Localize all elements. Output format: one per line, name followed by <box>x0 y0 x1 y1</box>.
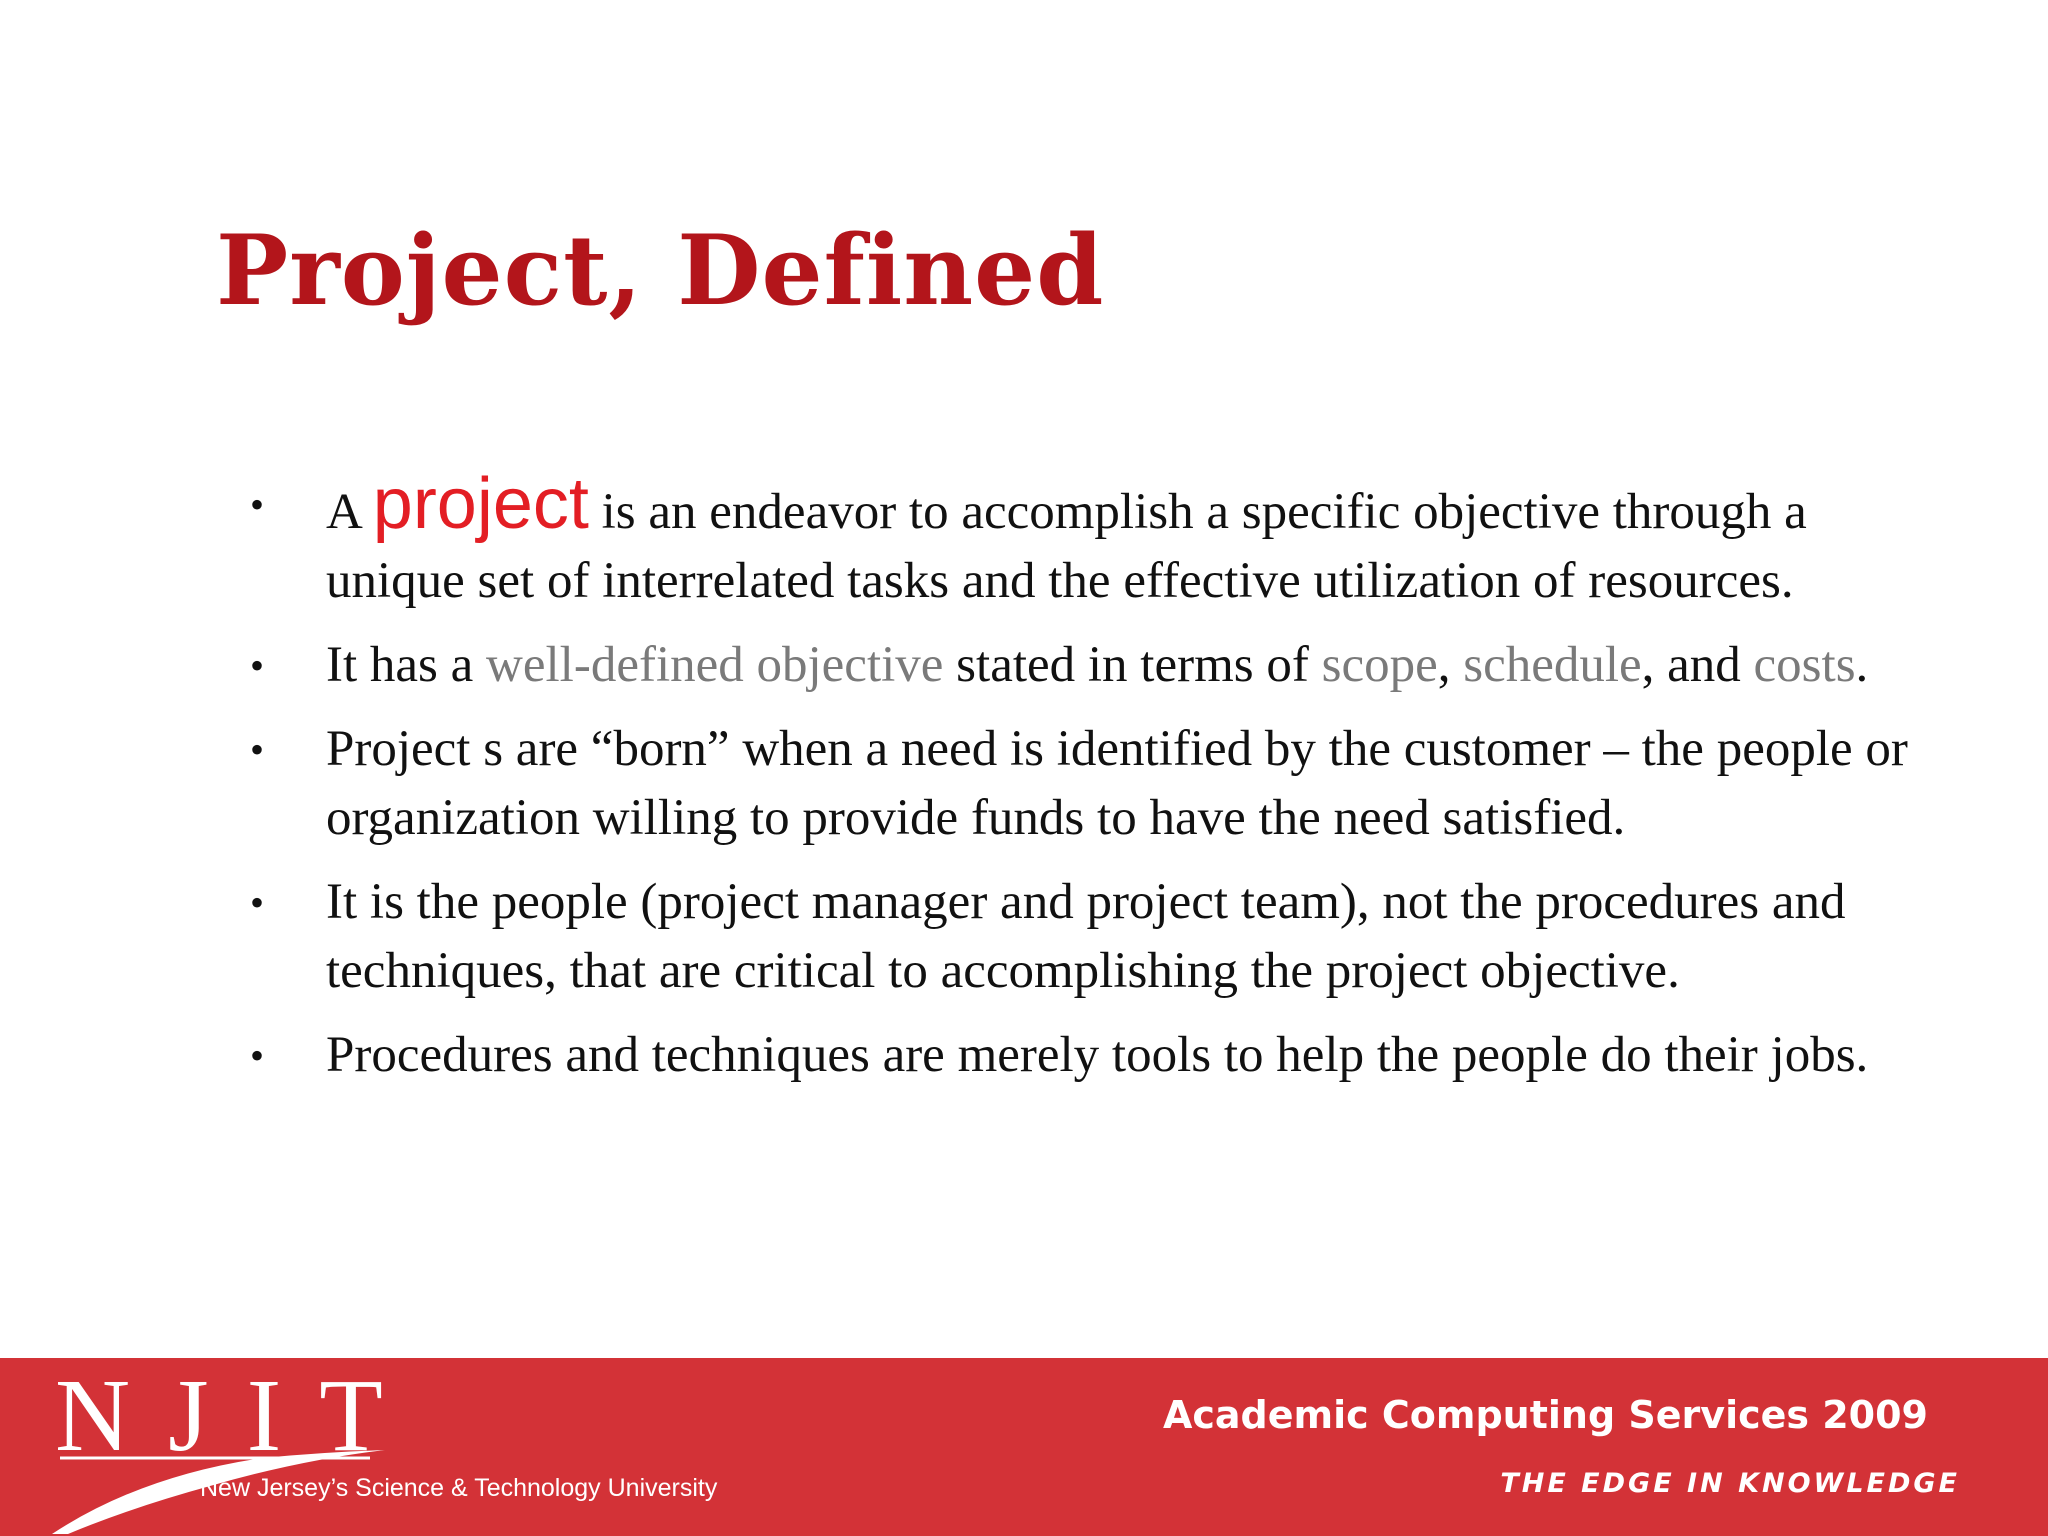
footer-title: Academic Computing Services 2009 <box>1162 1393 1928 1437</box>
bullet-marker: • <box>250 643 265 688</box>
bullet-marker: • <box>250 482 265 527</box>
bullet-marker: • <box>250 727 265 772</box>
bullet-text: is an endeavor to accomplish a specific objective through a unique set of interrelated tasks and the effective utilization of resources. <box>326 484 1807 609</box>
bullet-item <box>248 868 1948 1006</box>
bullet-text: . <box>1855 637 1869 693</box>
bullet-text: Procedures and techniques are merely tools to help the people do their jobs. <box>326 1027 1869 1083</box>
bullet-item <box>248 631 1948 700</box>
term-scope: scope <box>1321 637 1438 693</box>
bullet-item <box>248 1021 1948 1090</box>
term-schedule: schedule <box>1463 637 1642 693</box>
highlight-project: project <box>372 464 589 544</box>
footer-bar <box>0 1358 2048 1536</box>
term-well-defined-objective: well-defined objective <box>486 637 944 693</box>
bullet-text: A <box>326 484 373 540</box>
bullet-item <box>248 715 1948 853</box>
slide-title: Project, Defined <box>216 214 1105 327</box>
footer-slogan: THE EDGE IN KNOWLEDGE <box>1500 1468 1960 1499</box>
bullet-text: stated in terms of <box>943 637 1322 693</box>
bullet-marker: • <box>250 1033 265 1078</box>
bullet-list <box>248 464 1948 1105</box>
bullet-text: , <box>1437 637 1464 693</box>
bullet-text: Project s are “born” when a need is identified by the customer – the people or organization willing to provide funds to have the need satisfied. <box>326 721 1908 846</box>
bullet-item <box>248 464 1948 616</box>
bullet-text: It is the people (project manager and project team), not the procedures and techniques, that are critical to accomplishing the project objective. <box>326 874 1846 999</box>
logo-letters: NJIT <box>55 1358 421 1473</box>
logo-tagline: New Jersey’s Science & Technology University <box>200 1474 718 1502</box>
term-costs: costs <box>1753 637 1856 693</box>
bullet-text: , and <box>1641 637 1754 693</box>
bullet-text: It has a <box>326 637 487 693</box>
bullet-marker: • <box>250 880 265 925</box>
